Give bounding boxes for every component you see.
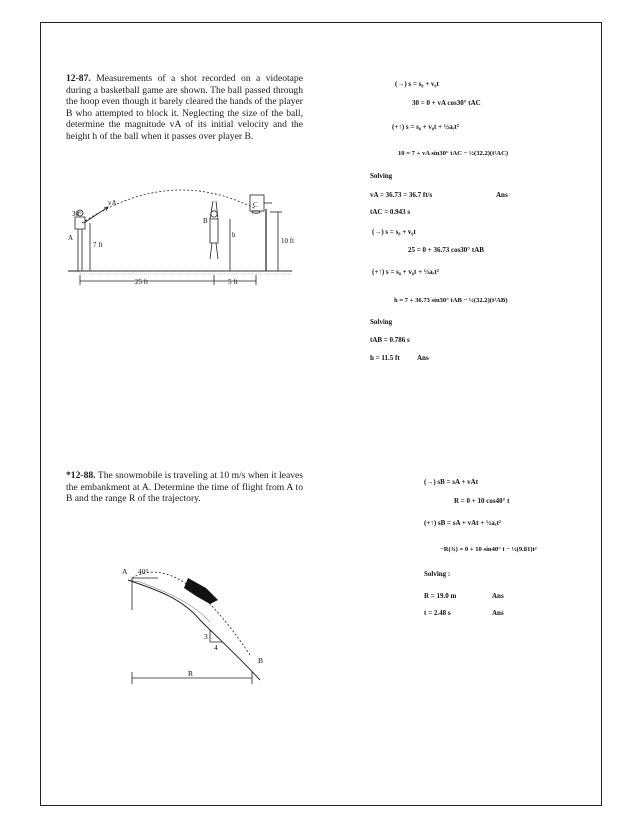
sol1-line-1: (→) s = s₀ + v₀t [395, 80, 439, 88]
dim-5ft: 5 ft [228, 278, 238, 286]
sol2-line-2: R = 0 + 10 cos40° t [454, 497, 510, 505]
sol1-line-6: vA = 36.73 = 36.7 ft/s [370, 191, 433, 199]
sol1-ans-1: Ans [496, 191, 508, 199]
velocity-label: vA [108, 199, 117, 207]
sol1-ans-2: Ans [417, 354, 429, 362]
slope-four-label: 4 [214, 643, 218, 652]
sol2-line-4: −R(¾) = 0 + 10 sin40° t − ½(9.81)t² [440, 546, 537, 553]
sol1-line-9: 25 = 0 + 36.73 cos30° tAB [408, 246, 484, 254]
sol1-line-12: Solving [370, 318, 393, 326]
slope-three-label: 3 [204, 632, 208, 641]
dim-7ft: 7 ft [93, 241, 103, 249]
hoop [252, 211, 260, 213]
angle-label: 40° [138, 567, 149, 576]
sol1-line-8: (→) s = s₀ + v₀t [372, 228, 416, 236]
point-a-label: A [68, 234, 74, 242]
sol1-line-10: (+↑) s = s₀ + v₀t + ½aₑt² [372, 268, 439, 276]
sol1-line-14: h = 11.5 ft [370, 354, 400, 362]
problem-12-88-statement [66, 470, 303, 505]
point-a-label: A [122, 567, 128, 576]
problem-text: Measurements of a shot recorded on a videotape during a basketball game are shown. The ball passed through the hoop even though it barely cleared the hands of the player B who attempted to block it. Neglecting the size of the ball, determine the magnitude vA of its initial velocity and the height h of the ball when it passes over player B. [66, 73, 303, 142]
snowmobile [184, 578, 218, 604]
point-b-label: B [258, 656, 264, 665]
velocity-arrow [84, 207, 108, 223]
sol2-ans-2: Ans [492, 609, 504, 617]
sol2-line-7: t = 2.48 s [424, 609, 451, 617]
sol1-line-13: tAB = 0.786 s [370, 336, 410, 344]
basketball-figure [60, 185, 310, 290]
sol1-line-3: (+↑) s = s₀ + v₀t + ½aₑt² [392, 123, 459, 131]
problem-number: 12-87. [66, 73, 91, 84]
sol2-line-5: Solving : [424, 570, 451, 578]
player-a [75, 217, 85, 271]
sol1-line-7: tAC = 0.943 s [370, 208, 411, 216]
point-c-label: C [253, 201, 258, 209]
player-b [210, 219, 218, 259]
sol1-line-2: 30 = 0 + vA cos30° tAC [412, 99, 481, 107]
sol2-line-3: (+↑) sB = sA + vAt + ½aₑt² [424, 519, 502, 527]
problem-text: The snowmobile is traveling at 10 m/s when it leaves the embankment at A. Determine the time of flight from A to B and the range R of the trajectory. [66, 470, 303, 505]
dim-10ft: 10 ft [281, 237, 295, 245]
sol1-line-11: h = 7 + 36.73 sin30° tAB − ½(32.2)(t²AB) [394, 297, 508, 304]
height-h-label: h [232, 231, 236, 239]
sol1-line-5: Solving [370, 172, 393, 180]
point-b-label: B [203, 217, 208, 225]
problem-12-87-statement [66, 73, 303, 143]
sol1-line-4: 10 = 7 + vA sin30° tAC − ½(32.2)(t²AC) [398, 150, 509, 157]
sol2-line-6: R = 19.0 m [424, 592, 457, 600]
problem-number: *12-88. [66, 470, 96, 481]
sol2-ans-1: Ans [492, 592, 504, 600]
sol2-line-1: (→) sB = sA + vAt [424, 478, 479, 486]
angle-label: 30° [72, 210, 82, 218]
snowmobile-figure [110, 560, 275, 690]
dim-25ft: 25 ft [135, 278, 149, 286]
range-r-label: R [188, 669, 194, 678]
